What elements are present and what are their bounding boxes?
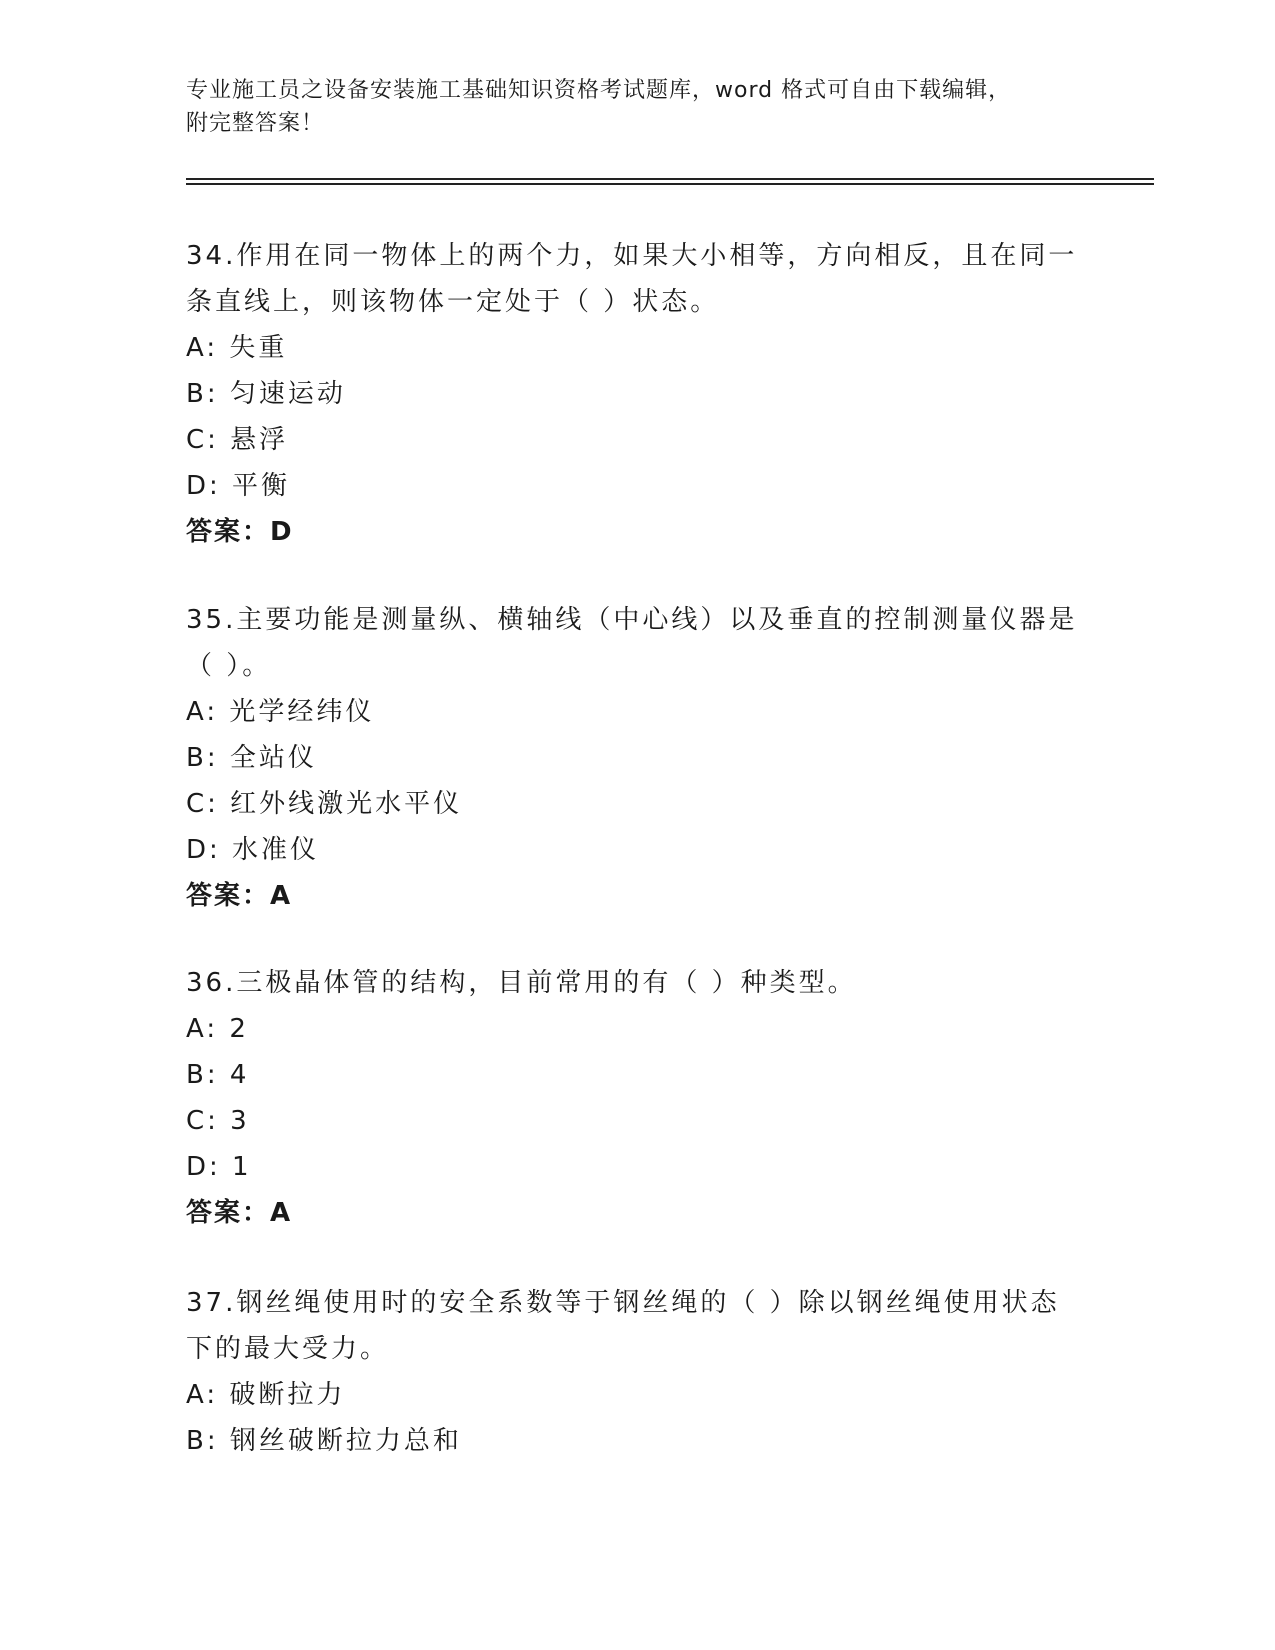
option-d: D: 水准仪	[186, 835, 320, 865]
question-text: 37.钢丝绳使用时的安全系数等于钢丝绳的（ ）除以钢丝绳使用状态下的最大受力。	[186, 1288, 1060, 1364]
option-d: D: 平衡	[186, 471, 291, 501]
header-divider-bottom	[186, 183, 1154, 185]
option-b: B: 4	[186, 1060, 250, 1090]
answer: 答案：A	[186, 881, 293, 911]
document-header	[186, 74, 1086, 140]
answer: 答案：A	[186, 1198, 293, 1228]
option-c: C: 悬浮	[186, 425, 289, 455]
option-b: B: 全站仪	[186, 743, 317, 773]
question-text: 36.三极晶体管的结构，目前常用的有（ ）种类型。	[186, 968, 857, 998]
question-37	[186, 1280, 1086, 1464]
option-c: C: 3	[186, 1106, 250, 1136]
header-divider-top	[186, 178, 1154, 180]
question-text: 34.作用在同一物体上的两个力，如果大小相等，方向相反，且在同一条直线上，则该物体一定处于（ ）状态。	[186, 241, 1078, 317]
option-b: B: 匀速运动	[186, 379, 346, 409]
header-line-1: 专业施工员之设备安装施工基础知识资格考试题库，word 格式可自由下载编辑，	[186, 78, 1012, 103]
header-line-2: 附完整答案！	[186, 111, 325, 136]
answer: 答案：D	[186, 517, 294, 547]
question-36	[186, 960, 1086, 1236]
question-35	[186, 597, 1086, 919]
question-text: 35.主要功能是测量纵、横轴线（中心线）以及垂直的控制测量仪器是（ ）。	[186, 605, 1078, 681]
option-a: A: 失重	[186, 333, 288, 363]
question-34	[186, 233, 1086, 555]
option-a: A: 2	[186, 1014, 249, 1044]
option-b: B: 钢丝破断拉力总和	[186, 1426, 462, 1456]
option-a: A: 光学经纬仪	[186, 697, 375, 727]
option-c: C: 红外线激光水平仪	[186, 789, 463, 819]
option-d: D: 1	[186, 1152, 252, 1182]
option-a: A: 破断拉力	[186, 1380, 346, 1410]
